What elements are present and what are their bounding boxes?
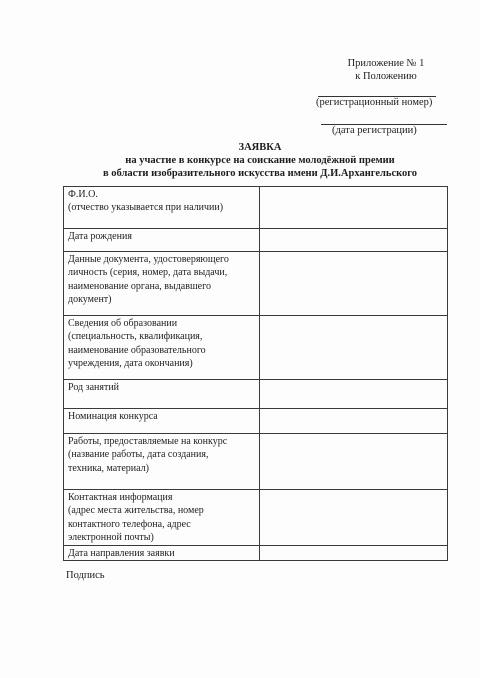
form-row-label-line: электронной почты): [68, 532, 154, 544]
form-row-label: [64, 187, 260, 229]
form-row-value-cell[interactable]: [260, 546, 448, 561]
form-row-value-cell[interactable]: [260, 229, 448, 252]
form-row-value-cell[interactable]: [260, 380, 448, 409]
form-row: [64, 187, 448, 229]
form-row-value-cell[interactable]: [260, 252, 448, 316]
form-row: [64, 316, 448, 380]
form-row: [64, 380, 448, 409]
form-row-label-line: наименование образовательного: [68, 344, 206, 356]
form-row-label: [64, 229, 260, 252]
annex-reference: [336, 57, 436, 83]
annex-line-1: Приложение № 1: [347, 58, 425, 69]
form-row-label-line: Контактная информация: [68, 492, 173, 503]
form-row-label-line: Ф.И.О.: [68, 189, 98, 200]
form-row-label-line: учреждения, дата окончания): [68, 358, 193, 370]
form-row-label-line: (специальность, квалификация,: [68, 331, 203, 343]
form-row-label-line: Род занятий: [68, 382, 120, 393]
form-row-value-cell[interactable]: [260, 434, 448, 490]
form-row-label-line: Номинация конкурса: [68, 411, 158, 422]
form-row-label: [64, 490, 260, 546]
form-row: [64, 409, 448, 434]
form-row-label-line: наименование органа, выдавшего: [68, 280, 211, 292]
form-row-value-cell[interactable]: [260, 490, 448, 546]
registration-number-caption: (регистрационный номер): [316, 97, 433, 108]
form-row-label-line: (отчество указывается при наличии): [68, 202, 224, 214]
signature-label: Подпись: [66, 570, 105, 581]
form-row-label-line: Сведения об образовании: [68, 318, 178, 329]
form-row: [64, 434, 448, 490]
form-subtitle-line-2: в области изобразительного искусства имени Д.И.Архангельского: [102, 168, 418, 179]
form-row: [64, 229, 448, 252]
form-row-value-cell[interactable]: [260, 187, 448, 229]
form-row: [64, 546, 448, 561]
form-row-label-line: контактного телефона, адрес: [68, 518, 191, 530]
form-row-label-line: Работы, предоставляемые на конкурс: [68, 436, 228, 447]
form-row-label: [64, 434, 260, 490]
form-row-label-line: Дата направления заявки: [68, 548, 175, 559]
form-row-label-line: техника, материал): [68, 462, 149, 474]
form-row-label: [64, 316, 260, 380]
form-row-label-line: документ): [68, 294, 112, 306]
form-row-label-line: личность (серия, номер, дата выдачи,: [68, 267, 228, 279]
form-row-label: [64, 380, 260, 409]
form-row-label-line: (адрес места жительства, номер: [68, 505, 204, 517]
form-row-label-line: (название работы, дата создания,: [68, 449, 209, 461]
form-row: [64, 490, 448, 546]
form-row-value-cell[interactable]: [260, 316, 448, 380]
form-row-label: [64, 409, 260, 434]
form-row-label-line: Дата рождения: [68, 231, 132, 242]
form-row-label: [64, 252, 260, 316]
form-subtitle-line-1: на участие в конкурсе на соискание молодёжной премии: [125, 155, 395, 166]
form-row-label: [64, 546, 260, 561]
form-title: ЗАЯВКА: [238, 142, 282, 153]
application-form-table: [63, 186, 448, 561]
annex-line-2: к Положению: [355, 71, 417, 82]
form-heading: [60, 141, 460, 180]
form-row-label-line: Данные документа, удостоверяющего: [68, 254, 229, 265]
form-row: [64, 252, 448, 316]
registration-date-caption: (дата регистрации): [332, 125, 417, 136]
form-row-value-cell[interactable]: [260, 409, 448, 434]
